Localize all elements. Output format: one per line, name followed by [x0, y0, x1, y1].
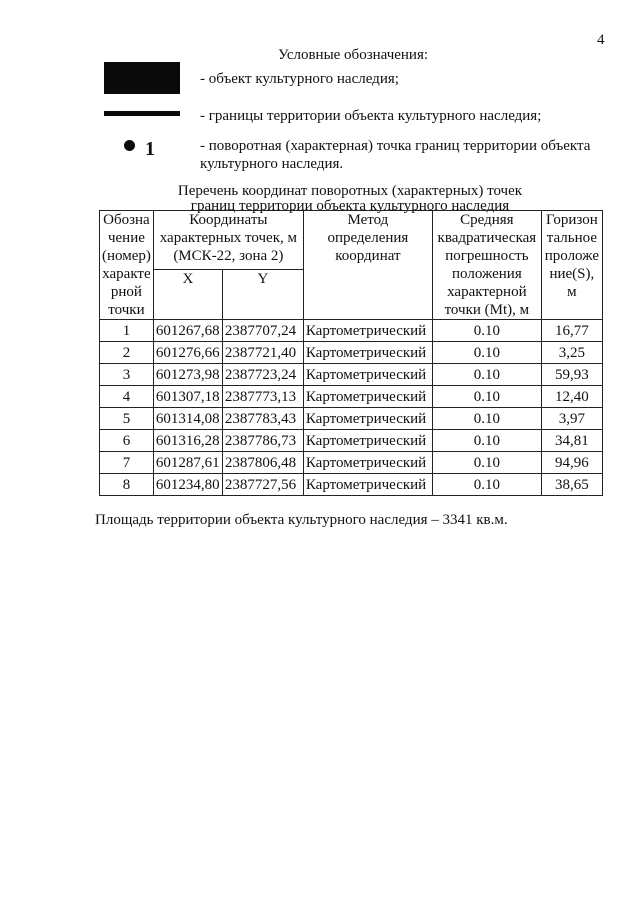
- header-s: Горизон тальное проложе ние(S), м: [541, 211, 602, 320]
- row-x: 601314,08: [153, 408, 222, 430]
- row-number: 3: [100, 364, 154, 386]
- row-y: 2387721,40: [222, 342, 303, 364]
- table-row: [100, 474, 603, 496]
- row-mt: 0.10: [432, 386, 541, 408]
- row-x: 601234,80: [153, 474, 222, 496]
- row-s: 3,97: [541, 408, 602, 430]
- row-method: Картометрический: [303, 452, 432, 474]
- row-s: 38,65: [541, 474, 602, 496]
- row-mt: 0.10: [432, 342, 541, 364]
- row-method: Картометрический: [303, 474, 432, 496]
- row-method: Картометрический: [303, 342, 432, 364]
- row-y: 2387773,13: [222, 386, 303, 408]
- row-s: 34,81: [541, 430, 602, 452]
- row-mt: 0.10: [432, 320, 541, 342]
- header-y: Y: [222, 269, 303, 319]
- header-designation: Обозна чение (номер) характе рной точки: [100, 211, 154, 320]
- legend-point-dot-icon: [124, 140, 135, 151]
- table-title-line2: границ территории объекта культурного наследия: [190, 198, 510, 214]
- coordinates-table: [99, 210, 603, 496]
- header-method: Метод определения координат: [303, 211, 432, 320]
- row-y: 2387707,24: [222, 320, 303, 342]
- table-title-line1: Перечень координат поворотных (характерных) точек: [177, 183, 523, 199]
- table-row: [100, 342, 603, 364]
- header-mt: Средняя квадратическая погрешность положения характерной точки (Mt), м: [432, 211, 541, 320]
- header-x: X: [153, 269, 222, 319]
- row-y: 2387727,56: [222, 474, 303, 496]
- row-s: 3,25: [541, 342, 602, 364]
- row-method: Картометрический: [303, 386, 432, 408]
- row-number: 6: [100, 430, 154, 452]
- row-s: 16,77: [541, 320, 602, 342]
- row-mt: 0.10: [432, 408, 541, 430]
- row-y: 2387786,73: [222, 430, 303, 452]
- row-x: 601316,28: [153, 430, 222, 452]
- row-x: 601273,98: [153, 364, 222, 386]
- row-s: 94,96: [541, 452, 602, 474]
- row-number: 8: [100, 474, 154, 496]
- row-mt: 0.10: [432, 452, 541, 474]
- table-row: [100, 430, 603, 452]
- row-s: 59,93: [541, 364, 602, 386]
- row-y: 2387806,48: [222, 452, 303, 474]
- row-mt: 0.10: [432, 430, 541, 452]
- table-header-row: [100, 211, 603, 270]
- legend-boundary-line: [104, 111, 180, 116]
- row-method: Картометрический: [303, 320, 432, 342]
- row-s: 12,40: [541, 386, 602, 408]
- row-method: Картометрический: [303, 408, 432, 430]
- legend-object-label: - объект культурного наследия;: [200, 71, 399, 87]
- row-method: Картометрический: [303, 430, 432, 452]
- row-number: 2: [100, 342, 154, 364]
- row-y: 2387783,43: [222, 408, 303, 430]
- legend-boundary-label: - границы территории объекта культурного наследия;: [200, 108, 542, 124]
- table-row: [100, 452, 603, 474]
- legend-point-number: 1: [145, 138, 155, 160]
- legend-point-label: - поворотная (характерная) точка границ территории объекта культурного наследия.: [200, 138, 591, 172]
- header-coordinates: Координаты характерных точек, м (МСК-22, зона 2): [153, 211, 303, 270]
- row-x: 601287,61: [153, 452, 222, 474]
- table-row: [100, 364, 603, 386]
- table-row: [100, 408, 603, 430]
- table-row: [100, 386, 603, 408]
- row-number: 7: [100, 452, 154, 474]
- row-x: 601276,66: [153, 342, 222, 364]
- table-row: [100, 320, 603, 342]
- row-mt: 0.10: [432, 364, 541, 386]
- row-method: Картометрический: [303, 364, 432, 386]
- legend-object-swatch: [104, 62, 180, 94]
- legend-title: Условные обозначения:: [278, 47, 429, 63]
- row-mt: 0.10: [432, 474, 541, 496]
- table-body: [100, 320, 603, 496]
- row-number: 5: [100, 408, 154, 430]
- row-x: 601267,68: [153, 320, 222, 342]
- row-number: 1: [100, 320, 154, 342]
- area-text: Площадь территории объекта культурного наследия – 3341 кв.м.: [95, 512, 508, 528]
- row-number: 4: [100, 386, 154, 408]
- row-y: 2387723,24: [222, 364, 303, 386]
- page-number: 4: [597, 32, 605, 48]
- row-x: 601307,18: [153, 386, 222, 408]
